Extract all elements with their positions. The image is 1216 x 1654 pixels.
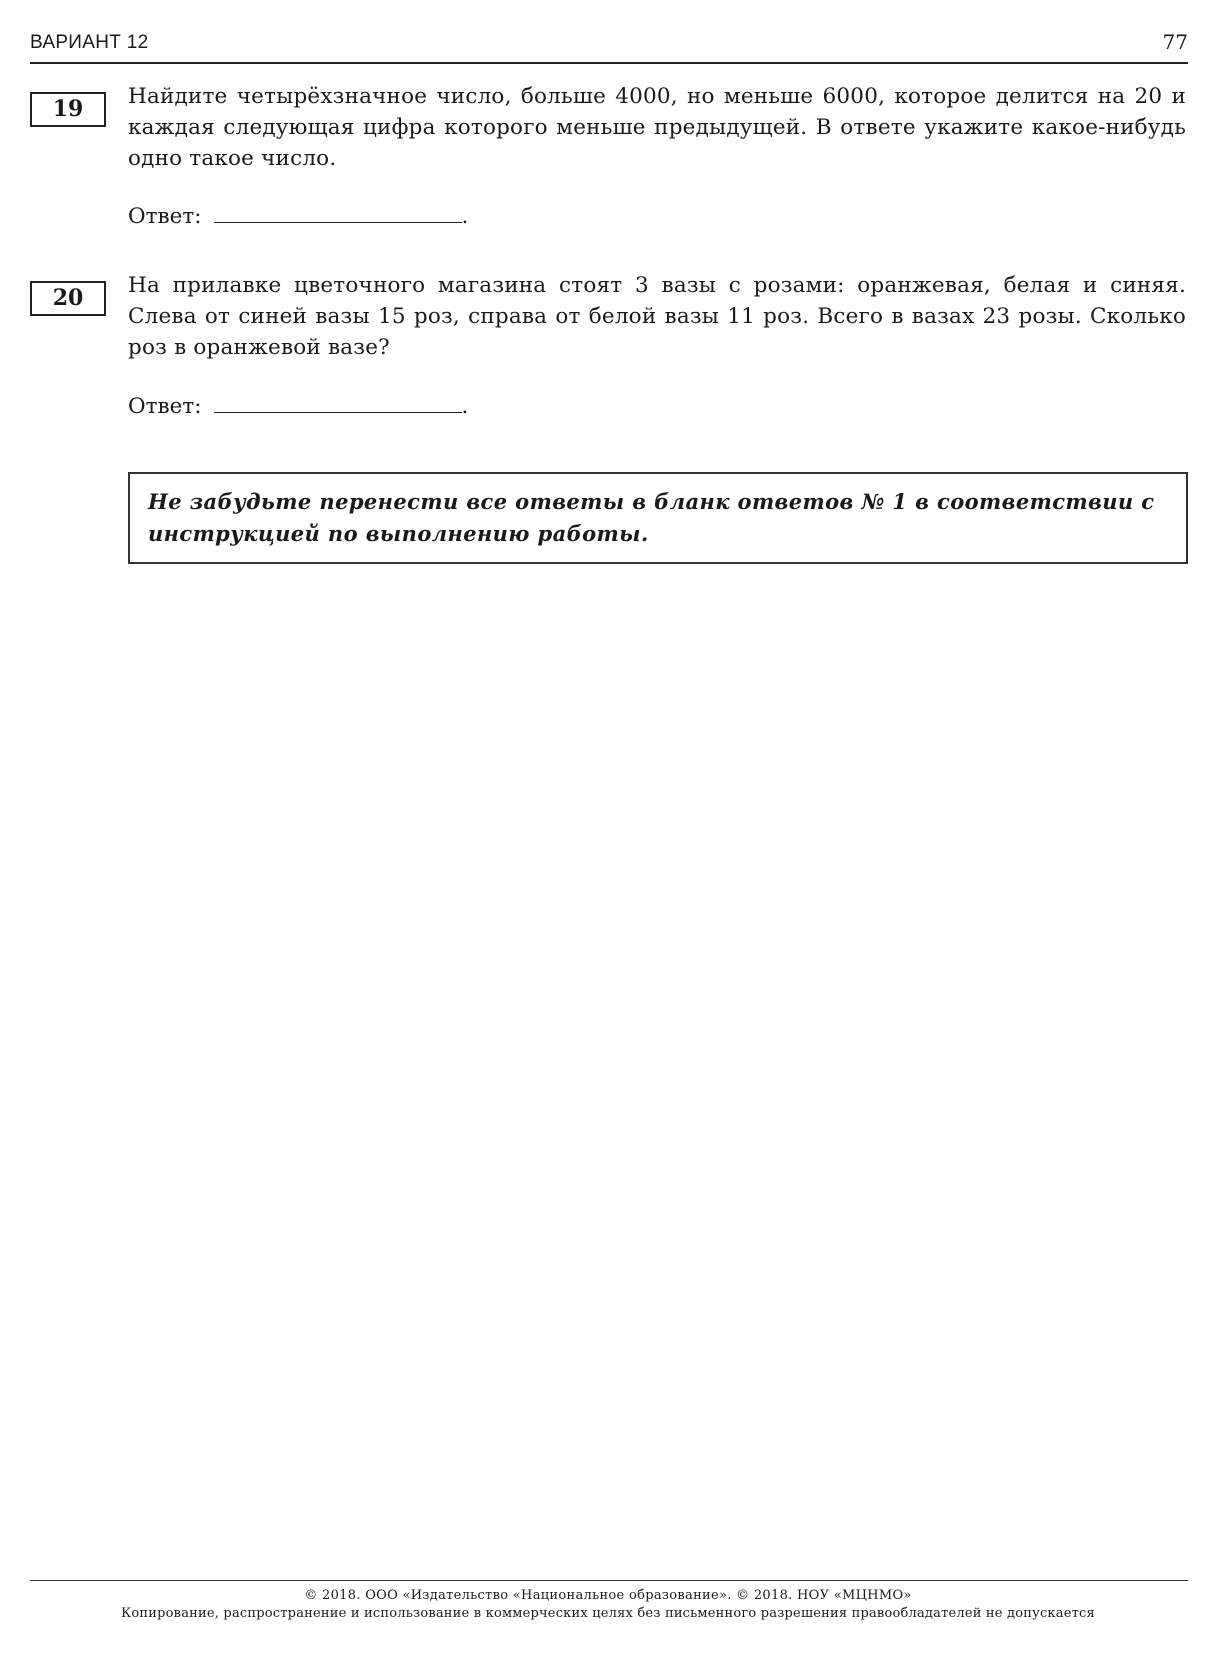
answer-line[interactable]: [214, 390, 462, 413]
answer-row-20: [128, 390, 468, 421]
task-text-20: На прилавке цветочного магазина стоят 3 вазы с розами: оранжевая, белая и синяя. Слева от синей вазы 15 роз, справа от белой вазы 11 роз. Всего в вазах 23 розы. Сколько роз в оранжевой вазе?: [128, 273, 1186, 360]
answer-label: Ответ:: [128, 394, 202, 419]
task-number-20: 20: [30, 281, 106, 316]
notice-text: Не забудьте перенести все ответы в бланк ответов № 1 в соответствии с инструкцией по выполнению работы.: [148, 489, 1155, 546]
answer-label: Ответ:: [128, 204, 202, 229]
answer-end: .: [461, 394, 469, 419]
answer-row-19: [128, 200, 468, 231]
task-number-19: 19: [30, 92, 106, 127]
footer-copyright: © 2018. ООО «Издательство «Национальное образование». © 2018. НОУ «МЦНМО»: [304, 1588, 912, 1603]
task-text-19: Найдите четырёхзначное число, больше 4000, но меньше 6000, которое делится на 20 и каждая следующая цифра которого меньше предыдущей. В ответе укажите какое-нибудь одно такое число.: [128, 84, 1186, 171]
footer-divider: [30, 1580, 1188, 1581]
answer-end: .: [461, 204, 469, 229]
variant-label: ВАРИАНТ 12: [30, 32, 149, 53]
page-header: [30, 28, 1188, 64]
page-number: 77: [1162, 30, 1188, 54]
footer-rights-notice: Копирование, распространение и использование в коммерческих целях без письменного разрешения правообладателей не допускается: [121, 1606, 1095, 1621]
answer-line[interactable]: [214, 200, 462, 223]
notice-box: [128, 472, 1188, 564]
